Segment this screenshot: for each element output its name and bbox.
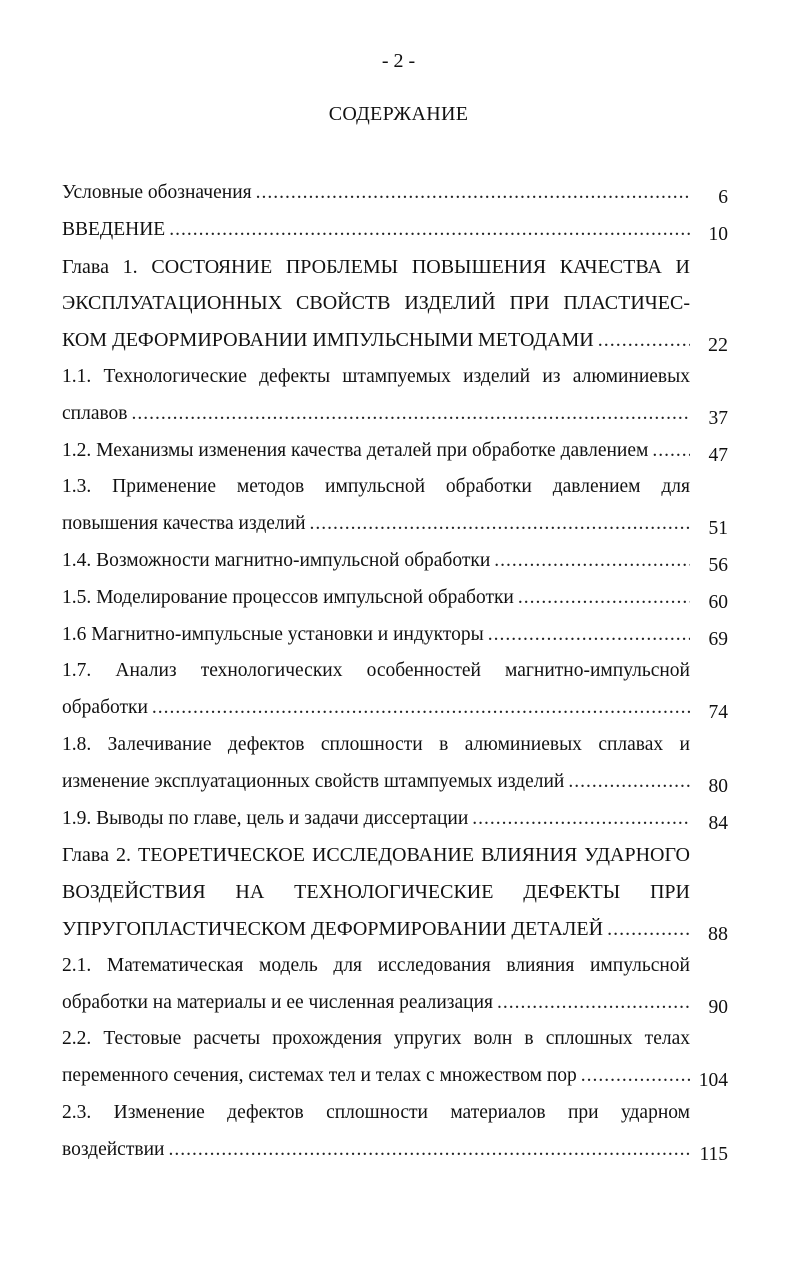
toc-entry-text: обработки	[62, 697, 148, 719]
toc-entry-text: 1.9. Выводы по главе, цель и задачи диссертации	[62, 807, 469, 829]
toc-entry-text: 1.3. Применение методов импульсной обработки давлением для	[62, 476, 690, 498]
toc-page-number: 10	[708, 223, 728, 245]
toc-entry-line	[62, 469, 734, 506]
toc-page-number: 51	[708, 518, 728, 540]
page-title: СОДЕРЖАНИЕ	[328, 103, 469, 125]
toc-entry-text: переменного сечения, системах тел и телах с множеством пор	[62, 1065, 577, 1087]
dot-leader	[152, 690, 690, 727]
dot-leader	[256, 175, 690, 212]
toc-page-number: 84	[708, 812, 728, 834]
toc-entry-text: 1.7. Анализ технологических особенностей магнитно-импульсной	[62, 660, 690, 682]
toc-entry-line	[62, 433, 734, 470]
toc-entry-line	[62, 285, 734, 322]
toc-entry-line	[62, 1095, 734, 1132]
toc-entry-line	[62, 617, 734, 654]
toc-page-number: 115	[699, 1143, 728, 1165]
dot-leader	[598, 322, 690, 359]
toc-entry-text: ВОЗДЕЙСТВИЯ НА ТЕХНОЛОГИЧЕСКИЕ ДЕФЕКТЫ ПРИ	[62, 881, 690, 904]
toc-entry-text: УПРУГОПЛАСТИЧЕСКОМ ДЕФОРМИРОВАНИИ ДЕТАЛЕЙ	[62, 917, 604, 940]
dot-leader	[652, 433, 690, 470]
dot-leader	[488, 617, 690, 654]
toc-page-number: 90	[708, 996, 728, 1018]
dot-leader	[497, 985, 690, 1022]
toc-page-number: 80	[708, 775, 728, 797]
toc-entry-line	[62, 727, 734, 764]
toc-entry-line	[62, 543, 734, 580]
toc-entry-line	[62, 359, 734, 396]
toc-entry-line	[62, 874, 734, 911]
toc-entry-text: 1.2. Механизмы изменения качества деталей при обработке давлением	[62, 439, 649, 461]
dot-leader	[607, 911, 690, 948]
toc-entry-line	[62, 580, 734, 617]
toc-entry-text: Глава 2. ТЕОРЕТИЧЕСКОЕ ИССЛЕДОВАНИЕ ВЛИЯНИЯ УДАРНОГО	[62, 844, 690, 867]
toc-entry-line	[62, 1021, 734, 1058]
dot-leader	[568, 764, 690, 801]
toc-entry-line	[62, 690, 734, 727]
dot-leader	[132, 396, 690, 433]
dot-leader	[581, 1058, 690, 1095]
toc-entry-line	[62, 322, 734, 359]
toc-entry-text: обработки на материалы и ее численная реализация	[62, 991, 493, 1013]
toc-entry-line	[62, 801, 734, 838]
toc-entry-line	[62, 764, 734, 801]
dot-leader	[168, 1132, 690, 1169]
toc-entry-text: 1.6 Магнитно-импульсные установки и индукторы	[62, 623, 484, 645]
dot-leader	[169, 212, 690, 249]
toc-page-number: 69	[708, 628, 728, 650]
toc-page-number: 47	[708, 444, 728, 466]
toc-entry-text: ЭКСПЛУАТАЦИОННЫХ СВОЙСТВ ИЗДЕЛИЙ ПРИ ПЛАСТИЧЕС-	[62, 292, 690, 315]
toc-entry-line	[62, 249, 734, 286]
toc-entry-text: изменение эксплуатационных свойств штампуемых изделий	[62, 770, 565, 792]
page-number: - 2 -	[381, 50, 416, 72]
toc-entry-text: повышения качества изделий	[62, 513, 306, 535]
toc-entry-line	[62, 837, 734, 874]
toc-entry-line	[62, 911, 734, 948]
toc-page-number: 60	[708, 591, 728, 613]
toc-entry-text: сплавов	[62, 402, 128, 424]
toc-page-number: 22	[708, 334, 728, 357]
toc-entry-line	[62, 1058, 734, 1095]
dot-leader	[310, 506, 690, 543]
toc-entry-text: 2.1. Математическая модель для исследования влияния импульсной	[62, 954, 690, 976]
toc-page-number: 104	[698, 1070, 728, 1092]
toc-page-number: 56	[708, 554, 728, 576]
toc-page-number: 74	[708, 702, 728, 724]
toc-entry-text: Условные обозначения	[62, 182, 252, 203]
toc-entry-text: 1.8. Залечивание дефектов сплошности в алюминиевых сплавах и	[62, 733, 690, 755]
toc-page-number: 88	[708, 922, 728, 945]
toc-entry-text: КОМ ДЕФОРМИРОВАНИИ ИМПУЛЬСНЫМИ МЕТОДАМИ	[62, 329, 594, 352]
toc-page-number: 37	[708, 407, 728, 429]
toc-entry-text: воздействии	[62, 1138, 165, 1160]
toc-entry-text: 2.3. Изменение дефектов сплошности материалов при ударном	[62, 1101, 690, 1123]
toc-entry-line	[62, 396, 734, 433]
toc-entry-line	[62, 212, 734, 249]
toc-entry-line	[62, 175, 734, 212]
toc-entry-line	[62, 506, 734, 543]
toc-entry-text: Глава 1. СОСТОЯНИЕ ПРОБЛЕМЫ ПОВЫШЕНИЯ КАЧЕСТВА И	[62, 255, 690, 278]
toc-entry-line	[62, 948, 734, 985]
toc-entry-text: ВВЕДЕНИЕ	[62, 218, 166, 240]
toc-page-number: 6	[718, 187, 728, 208]
toc-entry-text: 1.4. Возможности магнитно-импульсной обработки	[62, 549, 491, 571]
dot-leader	[472, 801, 690, 838]
dot-leader	[518, 580, 690, 617]
toc-entry-text: 2.2. Тестовые расчеты прохождения упругих волн в сплошных телах	[62, 1028, 690, 1050]
toc-entry-line	[62, 985, 734, 1022]
toc-entry-line	[62, 653, 734, 690]
toc-entry-text: 1.1. Технологические дефекты штампуемых изделий из алюминиевых	[62, 365, 690, 387]
dot-leader	[494, 543, 690, 580]
toc-entry-line	[62, 1132, 734, 1169]
table-of-contents	[62, 175, 734, 1169]
toc-entry-text: 1.5. Моделирование процессов импульсной обработки	[62, 586, 514, 608]
